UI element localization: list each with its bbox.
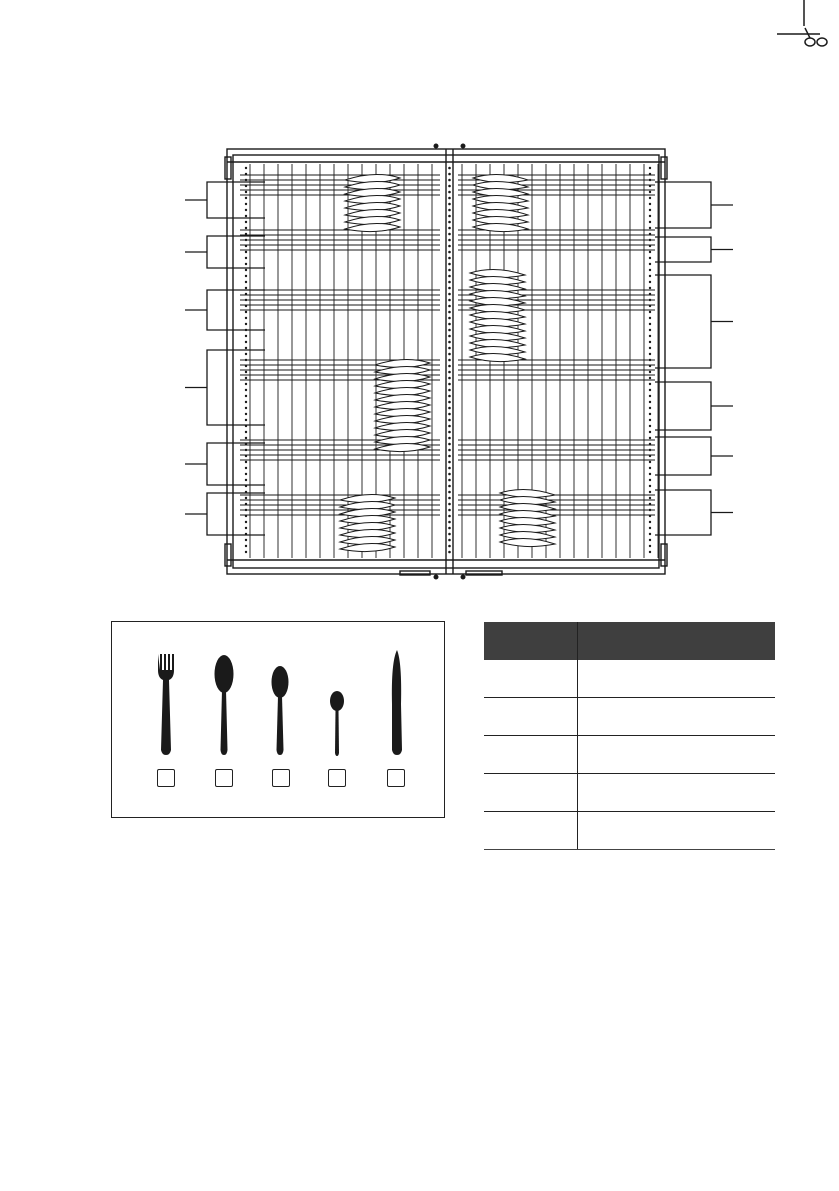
table-cell (578, 698, 776, 736)
teaspoon-icon (330, 691, 344, 756)
dessert-spoon-icon (272, 666, 289, 755)
tablespoon-icon (215, 655, 234, 755)
cutlery-legend (111, 621, 445, 818)
checkbox-dessert-spoon[interactable] (272, 769, 290, 787)
knife-icon (392, 650, 402, 755)
table-cell (578, 774, 776, 812)
table-cell (484, 736, 578, 774)
table-row (484, 660, 775, 698)
table-cell (484, 774, 578, 812)
key-header-description (578, 622, 776, 660)
table-cell (578, 812, 776, 850)
fork-icon (158, 654, 174, 755)
checkbox-knife[interactable] (387, 769, 405, 787)
checkbox-tablespoon[interactable] (215, 769, 233, 787)
table-row (484, 698, 775, 736)
key-table (484, 622, 775, 850)
checkbox-teaspoon[interactable] (328, 769, 346, 787)
key-header-number (484, 622, 578, 660)
table-cell (578, 736, 776, 774)
cutlery-rack-diagram (150, 140, 740, 580)
scissors-icon (772, 0, 832, 52)
table-cell (484, 660, 578, 698)
table-cell (484, 698, 578, 736)
table-row (484, 812, 775, 850)
key-table-header (484, 622, 775, 660)
table-cell (484, 812, 578, 850)
table-row (484, 736, 775, 774)
table-cell (578, 660, 776, 698)
table-row (484, 774, 775, 812)
checkbox-fork[interactable] (157, 769, 175, 787)
